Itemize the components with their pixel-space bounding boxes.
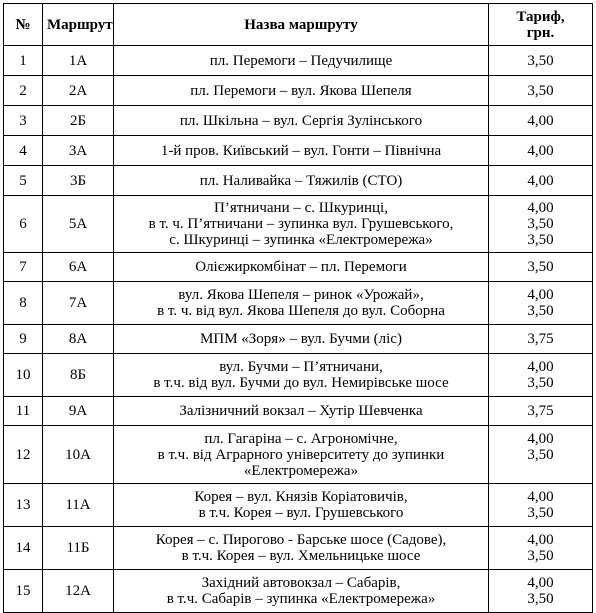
fare xyxy=(489,196,593,253)
fare-line: 4,00 xyxy=(527,359,554,375)
route-name-line: в т.ч. Корея – вул. Хмельницьке шосе xyxy=(181,548,421,564)
table-row xyxy=(4,106,593,136)
fare-line: 4,00 xyxy=(527,575,554,591)
table-row xyxy=(4,196,593,253)
route-name xyxy=(114,46,489,76)
fare-line: 4,00 xyxy=(527,532,554,548)
route-name xyxy=(114,106,489,136)
row-number: 14 xyxy=(4,527,43,570)
route-code: 1А xyxy=(43,46,114,76)
route-code: 11Б xyxy=(43,527,114,570)
route-name xyxy=(114,282,489,325)
row-number: 11 xyxy=(4,397,43,426)
fare xyxy=(489,484,593,527)
fare xyxy=(489,325,593,354)
route-name-line: в т. ч. П’ятничани – зупинка вул. Грушевського, xyxy=(148,216,454,232)
fare-line: 4,00 xyxy=(527,172,554,189)
table-body xyxy=(4,46,593,613)
table-row xyxy=(4,570,593,613)
route-code: 2А xyxy=(43,76,114,106)
table-row xyxy=(4,253,593,282)
route-name-line: Корея – с. Пирогово - Барське шосе (Садове), xyxy=(155,532,447,548)
fare-line: 4,00 xyxy=(527,200,554,216)
row-number: 3 xyxy=(4,106,43,136)
header-row xyxy=(4,4,593,46)
table-row xyxy=(4,484,593,527)
route-name-line: П’ятничани – с. Шкуринці, xyxy=(214,200,388,216)
route-name-line: пл. Перемоги – вул. Якова Шепеля xyxy=(190,82,412,99)
fare-line: 3,50 xyxy=(527,82,554,99)
fare-line: 3,50 xyxy=(527,548,554,564)
row-number: 10 xyxy=(4,354,43,397)
row-number: 13 xyxy=(4,484,43,527)
fare xyxy=(489,354,593,397)
row-number: 4 xyxy=(4,136,43,166)
route-name xyxy=(114,253,489,282)
header-route-name: Назва маршруту xyxy=(114,4,489,46)
table-row xyxy=(4,166,593,196)
route-code: 6А xyxy=(43,253,114,282)
fare-line: 3,50 xyxy=(527,375,554,391)
route-code: 8А xyxy=(43,325,114,354)
route-code: 10А xyxy=(43,426,114,484)
route-name xyxy=(114,136,489,166)
table-row xyxy=(4,282,593,325)
route-name xyxy=(114,570,489,613)
fare-line: 3,50 xyxy=(527,232,554,248)
fare-line: 4,00 xyxy=(527,287,554,303)
fare-line: 3,50 xyxy=(527,591,554,607)
fare xyxy=(489,426,593,484)
route-name-line: Корея – вул. Князів Коріатовичів, xyxy=(194,489,408,505)
fare xyxy=(489,527,593,570)
route-name xyxy=(114,354,489,397)
fare xyxy=(489,570,593,613)
route-name-line: в т. ч. від вул. Якова Шепеля до вул. Соборна xyxy=(157,303,445,319)
table-row xyxy=(4,397,593,426)
fare xyxy=(489,282,593,325)
route-name xyxy=(114,76,489,106)
header-fare: Тариф, грн. xyxy=(489,4,593,46)
fare xyxy=(489,106,593,136)
header-number: № xyxy=(4,4,43,46)
route-code: 9А xyxy=(43,397,114,426)
route-name-line: пл. Шкільна – вул. Сергія Зулінського xyxy=(179,112,423,129)
route-name-line: «Електромережа» xyxy=(243,462,359,479)
route-name-line: Залізничний вокзал – Хутір Шевченка xyxy=(179,403,423,419)
table-row xyxy=(4,354,593,397)
row-number: 1 xyxy=(4,46,43,76)
fare-line: 4,00 xyxy=(527,489,554,505)
route-name-line: в т.ч. від Аграрного університету до зупинки xyxy=(157,446,445,463)
route-name-line: пл. Наливайка – Тяжилів (СТО) xyxy=(199,172,403,189)
fare xyxy=(489,76,593,106)
route-code: 2Б xyxy=(43,106,114,136)
route-name xyxy=(114,196,489,253)
fare xyxy=(489,136,593,166)
route-code: 5А xyxy=(43,196,114,253)
route-name xyxy=(114,426,489,484)
fare xyxy=(489,166,593,196)
route-name-line: Олієжиркомбінат – пл. Перемоги xyxy=(195,259,407,275)
route-name-line: пл. Гагаріна – с. Агрономічне, xyxy=(204,430,398,447)
row-number: 2 xyxy=(4,76,43,106)
fare xyxy=(489,397,593,426)
row-number: 12 xyxy=(4,426,43,484)
fare-line: 3,50 xyxy=(527,505,554,521)
route-name-line: МПМ «Зоря» – вул. Бучми (ліс) xyxy=(200,331,402,347)
route-name xyxy=(114,325,489,354)
route-name-line: пл. Перемоги – Педучилище xyxy=(209,52,393,69)
table-row xyxy=(4,325,593,354)
row-number: 5 xyxy=(4,166,43,196)
table-row xyxy=(4,426,593,484)
route-name-line: в т.ч. від вул. Бучми до вул. Немирівське шосе xyxy=(153,375,449,391)
route-name-line: с. Шкуринці – зупинка «Електромережа» xyxy=(169,232,433,248)
fare-line xyxy=(493,463,588,479)
fare xyxy=(489,46,593,76)
header-route: Маршрут xyxy=(43,4,114,46)
table-row xyxy=(4,76,593,106)
route-code: 3А xyxy=(43,136,114,166)
route-name-line: в т.ч. Сабарів – зупинка «Електромережа» xyxy=(166,591,436,607)
fare-line: 3,50 xyxy=(527,303,554,319)
route-name xyxy=(114,527,489,570)
route-code: 3Б xyxy=(43,166,114,196)
routes-fare-table xyxy=(3,3,593,613)
row-number: 9 xyxy=(4,325,43,354)
fare-line: 3,50 xyxy=(527,446,554,463)
table-row xyxy=(4,46,593,76)
route-name-line: в т.ч. Корея – вул. Грушевського xyxy=(198,505,404,521)
fare-line: 3,50 xyxy=(527,259,554,275)
fare-line: 3,50 xyxy=(527,216,554,232)
fare-line: 3,75 xyxy=(527,331,554,347)
fare-line: 3,50 xyxy=(527,52,554,69)
fare xyxy=(489,253,593,282)
route-code: 12А xyxy=(43,570,114,613)
route-name xyxy=(114,484,489,527)
route-name xyxy=(114,166,489,196)
row-number: 8 xyxy=(4,282,43,325)
route-name-line: Західний автовокзал – Сабарів, xyxy=(201,575,401,591)
route-code: 7А xyxy=(43,282,114,325)
table-row xyxy=(4,527,593,570)
route-name xyxy=(114,397,489,426)
fare-line: 3,75 xyxy=(527,403,554,419)
fare-line: 4,00 xyxy=(527,112,554,129)
route-code: 11А xyxy=(43,484,114,527)
route-name-line: вул. Бучми – П’ятничани, xyxy=(219,359,383,375)
row-number: 7 xyxy=(4,253,43,282)
fare-line: 4,00 xyxy=(527,142,554,159)
table-row xyxy=(4,136,593,166)
fare-line: 4,00 xyxy=(527,430,554,447)
route-name-line: вул. Якова Шепеля – ринок «Урожай», xyxy=(178,287,424,303)
row-number: 15 xyxy=(4,570,43,613)
route-code: 8Б xyxy=(43,354,114,397)
route-name-line: 1-й пров. Київський – вул. Гонти – Північна xyxy=(160,142,442,159)
row-number: 6 xyxy=(4,196,43,253)
